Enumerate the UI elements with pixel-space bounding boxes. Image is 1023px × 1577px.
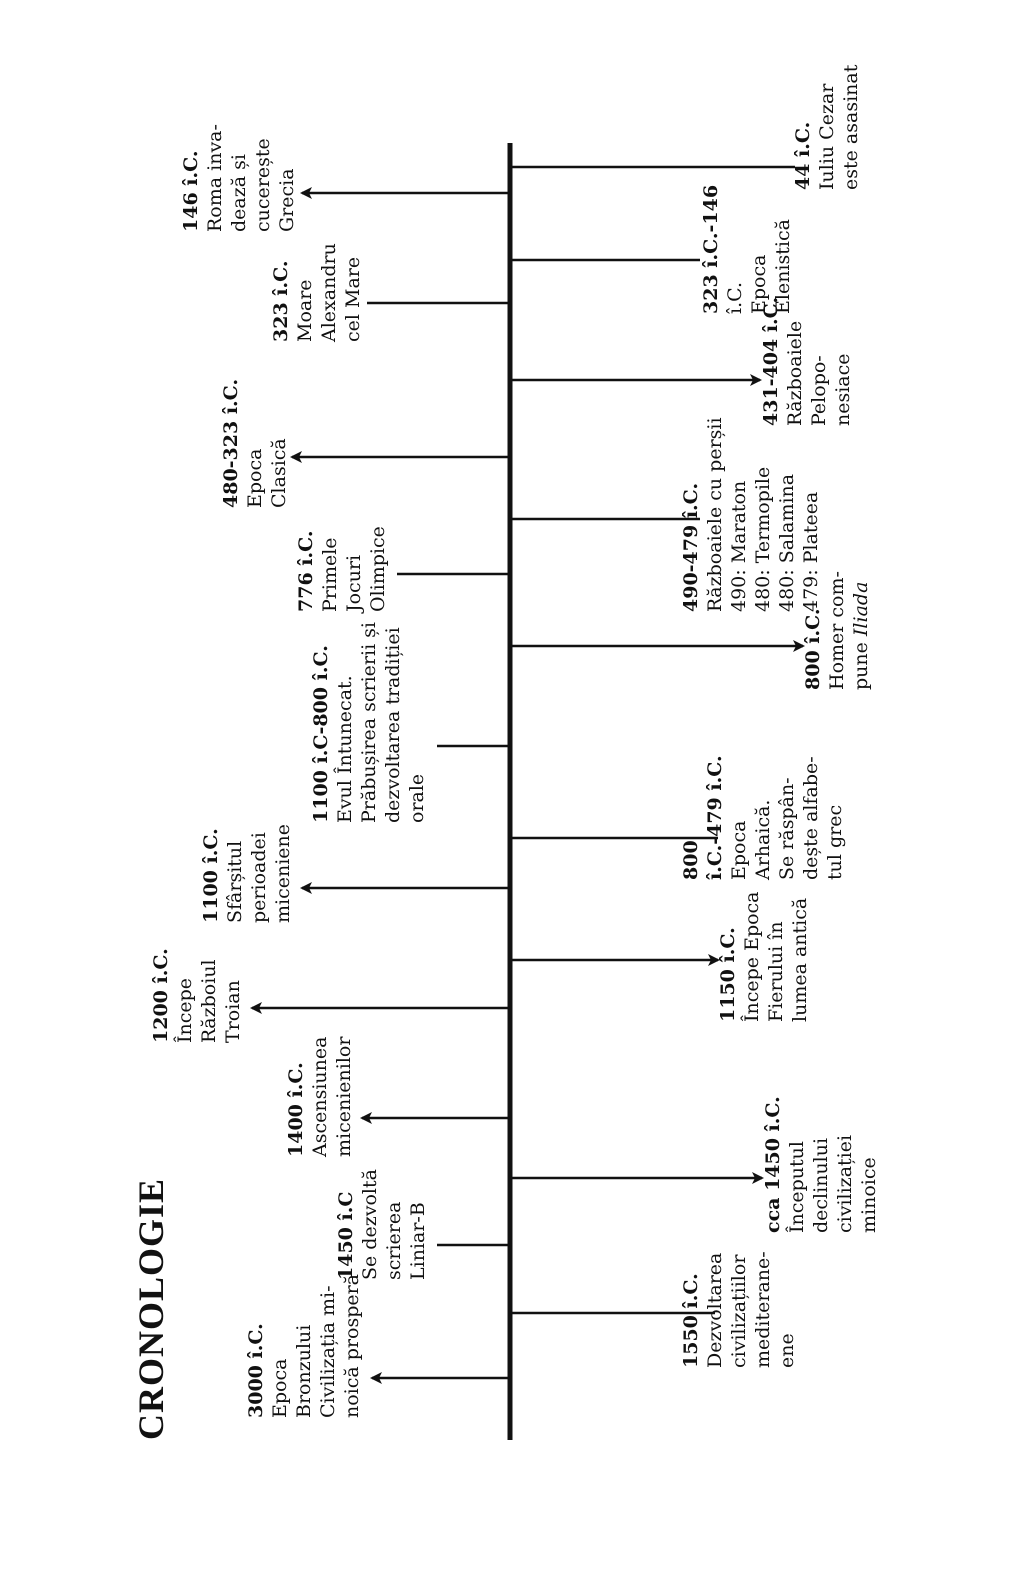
- event-description-line: Jocuri: [343, 554, 365, 612]
- timeline-event: [285, 1036, 510, 1158]
- event-description-line: cel Mare: [342, 256, 364, 342]
- event-description-line: Epoca: [748, 254, 770, 314]
- event-date: î.C.-479 î.C.: [704, 755, 726, 880]
- timeline-event: [510, 297, 854, 426]
- event-description-line: declinului: [810, 1137, 832, 1233]
- event-description-line: Homer com-: [826, 571, 848, 690]
- event-description-line: î.C.: [724, 281, 746, 314]
- event-date: 1450 î.C: [335, 1191, 357, 1280]
- event-description-line: [850, 582, 872, 690]
- event-description-line: micenienilor: [333, 1036, 355, 1157]
- event-description-line: Războiul: [198, 959, 220, 1043]
- event-description-line: Liniar-B: [407, 1202, 429, 1280]
- timeline-event: [245, 1274, 510, 1418]
- event-description-line: orale: [406, 773, 428, 823]
- event-description-line: civilizațiilor: [728, 1254, 750, 1368]
- event-description-line: Pelopo-: [808, 355, 830, 426]
- event-description-line: Se răspân-: [776, 777, 798, 880]
- event-description-line: Războaiele: [784, 320, 806, 426]
- event-description-line: Grecia: [276, 168, 298, 232]
- timeline-event: [150, 948, 510, 1043]
- timeline-event: [310, 622, 510, 823]
- event-description-line: Începutul: [786, 1141, 808, 1233]
- page-title: CRONOLOGIE: [131, 1177, 171, 1440]
- event-date: 323 î.C.: [270, 260, 292, 342]
- event-description-line: nesiace: [832, 353, 854, 426]
- event-description-line: Clasică: [268, 438, 290, 508]
- event-date: 146 î.C.: [180, 150, 202, 232]
- event-description-line: ene: [776, 1333, 798, 1368]
- event-italic-title: Iliada: [850, 581, 872, 637]
- timeline-event: [200, 824, 510, 923]
- event-date: 3000 î.C.: [245, 1323, 267, 1418]
- event-description-line: 480: Termopile: [752, 466, 774, 612]
- event-description-line: Primele: [319, 537, 341, 612]
- event-description-line: Civilizația mi-: [317, 1285, 339, 1418]
- event-date: 1100 î.C.: [200, 828, 222, 923]
- event-description-line: Începe Epoca: [741, 891, 763, 1022]
- timeline-event: [510, 64, 862, 190]
- timeline-event: [510, 1096, 880, 1233]
- event-description-line: Sfârșitul: [224, 840, 246, 923]
- event-description-line: civilizației: [834, 1134, 856, 1233]
- event-description-line: Bronzului: [293, 1324, 315, 1418]
- event-date: 800 î.C.: [802, 608, 824, 690]
- timeline-event: [295, 526, 510, 614]
- event-date: 323 î.C.-146: [700, 184, 722, 314]
- event-date: cca 1450 î.C.: [762, 1096, 784, 1233]
- event-description-line: scrierea: [383, 1201, 405, 1280]
- event-description-line: pune: [850, 636, 872, 690]
- timeline-event: [510, 417, 822, 612]
- event-description-line: Troian: [222, 980, 244, 1043]
- event-description-line: Epoca: [244, 448, 266, 508]
- timeline-event: [270, 243, 510, 343]
- event-description-line: Prăbușirea scrierii și: [358, 621, 380, 823]
- event-description-line: minoice: [858, 1157, 880, 1233]
- timeline-event: [220, 379, 510, 508]
- event-description-line: Ascensiunea: [309, 1036, 331, 1157]
- event-description-line: cucerește: [252, 138, 274, 232]
- event-description-line: dește alfabe-: [800, 756, 822, 880]
- event-date: 776 î.C.: [295, 530, 317, 612]
- event-date: 1150 î.C.: [717, 927, 739, 1022]
- event-date: 1200 î.C.: [150, 948, 172, 1043]
- event-description-line: Epoca: [269, 1358, 291, 1418]
- event-description-line: Războaiele cu perșii: [704, 417, 726, 612]
- event-description-line: Moare: [294, 279, 316, 342]
- event-description-line: miceniene: [272, 823, 294, 923]
- event-description-line: Epoca: [728, 820, 750, 880]
- event-description-line: Alexandru: [318, 243, 340, 342]
- event-description-line: Iuliu Cezar: [816, 83, 838, 190]
- event-description-line: Dezvoltarea: [704, 1252, 726, 1368]
- timeline-event: [510, 891, 811, 1022]
- event-date: 44 î.C.: [792, 121, 814, 190]
- timeline-event: [510, 185, 794, 314]
- event-description-line: Începe: [174, 977, 196, 1043]
- event-description-line: tul grec: [824, 804, 846, 880]
- event-description-line: Se dezvoltă: [359, 1169, 381, 1280]
- event-description-line: mediterane-: [752, 1251, 774, 1368]
- event-date: 1100 î.C-800 î.C.: [310, 645, 332, 823]
- event-date: 1550 î.C.: [680, 1273, 702, 1368]
- event-description-line: 479: Plateea: [800, 491, 822, 612]
- event-description-line: dezvoltarea tradiției: [382, 627, 404, 823]
- event-description-line: 490: Maraton: [728, 480, 750, 612]
- event-date: 480-323 î.C.: [220, 378, 242, 508]
- timeline-event: [510, 755, 846, 881]
- timeline-event: [510, 1251, 798, 1368]
- event-description-line: Elenistică: [772, 219, 794, 314]
- timeline-event: [180, 124, 510, 232]
- event-description-line: este asasinat: [840, 64, 862, 190]
- timeline-event: [335, 1169, 510, 1280]
- event-description-line: dează și: [228, 154, 250, 232]
- event-description-line: Olimpice: [367, 526, 389, 612]
- event-description-line: Evul Întunecat.: [334, 675, 356, 823]
- event-description-line: Roma inva-: [204, 124, 226, 232]
- event-date: 431-404 î.C.: [760, 296, 782, 426]
- event-description-line: perioadei: [248, 832, 270, 923]
- timeline-events: [150, 64, 880, 1418]
- event-description-line: lumea antică: [789, 897, 811, 1022]
- event-description-line: noică prosperă: [341, 1273, 363, 1418]
- event-date: 1400 î.C.: [285, 1062, 307, 1157]
- event-description-line: Arhaică.: [752, 799, 774, 880]
- event-description-line: 480: Salamina: [776, 473, 798, 612]
- event-date: 800: [680, 840, 702, 880]
- event-date: 490-479 î.C.: [680, 482, 702, 612]
- event-description-line: Fierului în: [765, 921, 787, 1022]
